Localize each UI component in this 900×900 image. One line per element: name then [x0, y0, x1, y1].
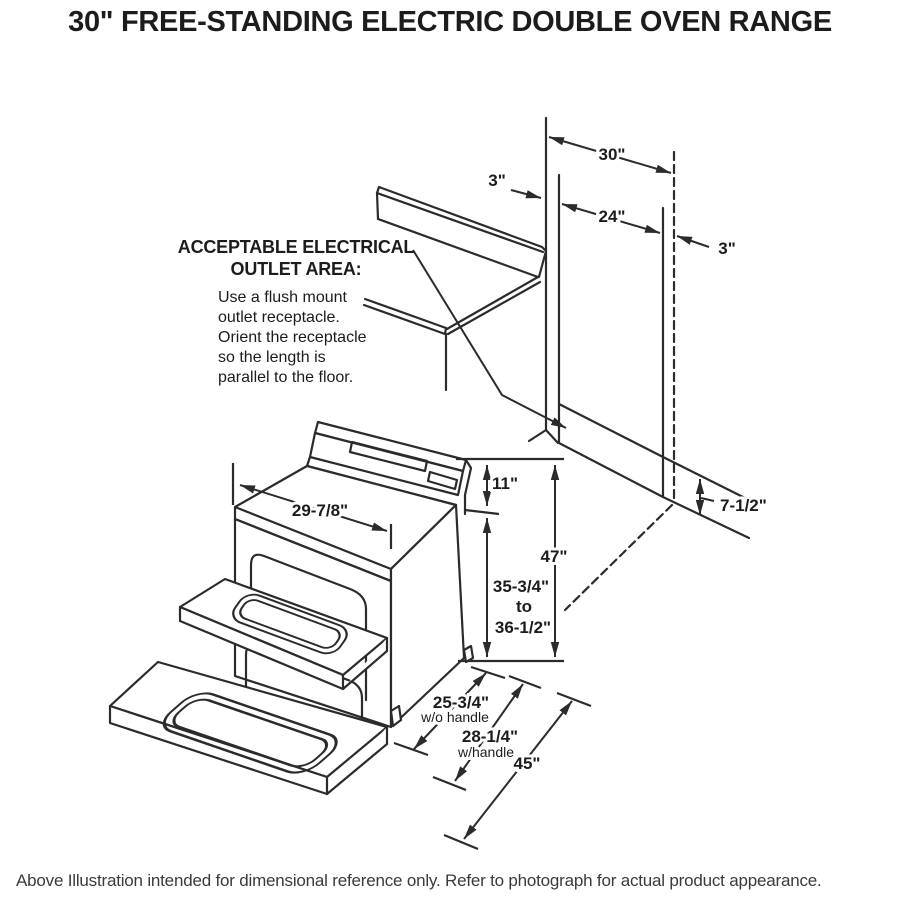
- dim-line-right-clearance: [677, 236, 709, 247]
- wall-floor-corner: [529, 430, 558, 443]
- tick-depth1-top: [471, 667, 505, 678]
- electrical-outlet-note: [168, 236, 424, 388]
- dim-label-backsplash-height: 11": [491, 474, 519, 493]
- dim-label-cooktop-height-joiner: to: [515, 597, 533, 616]
- note-body-line1: Use a flush mount: [218, 289, 347, 306]
- dim-label-outlet-height: 7-1/2": [720, 496, 767, 515]
- note-heading-line2: OUTLET AREA:: [230, 259, 362, 279]
- tick-depth1-bottom: [394, 743, 428, 755]
- floor-projection-dashed: [565, 505, 672, 610]
- outlet-area-shading: [559, 404, 663, 497]
- page-title: 30" FREE-STANDING ELECTRIC DOUBLE OVEN RANGE: [68, 6, 832, 38]
- counter-right-edge-lower: [448, 282, 540, 334]
- dim-label-range-width: 29-7/8": [291, 501, 349, 520]
- dim-label-outlet-width: 24": [598, 207, 626, 226]
- backsplash-right-cap: [465, 460, 471, 514]
- note-heading-line1: ACCEPTABLE ELECTRICAL: [177, 237, 415, 257]
- range-back-foot: [464, 646, 473, 662]
- dim-note-depth-with-handle: w/handle: [457, 744, 515, 760]
- dim-line-left-clearance: [511, 190, 541, 198]
- counter-right-edge: [447, 277, 538, 329]
- dim-label-overall-height: 47": [540, 547, 568, 566]
- dim-label-depth-door-open: 45": [513, 754, 541, 773]
- tick-depth2-bottom: [433, 777, 466, 790]
- dim-connector-outlet-height: [701, 498, 714, 501]
- tick-depth3-top: [557, 693, 591, 706]
- note-body-line2: outlet receptacle.: [218, 309, 340, 326]
- dim-label-depth-no-handle: 25-3/4": [432, 693, 490, 712]
- counter-backsplash-left-cap: [377, 187, 379, 219]
- note-body-line5: parallel to the floor.: [218, 369, 354, 386]
- dim-label-left-clearance: 3": [488, 171, 506, 190]
- dim-label-cooktop-height-max: 36-1/2": [494, 618, 552, 637]
- dim-label-cooktop-height-min: 35-3/4": [492, 577, 550, 596]
- tick-depth3-bottom: [444, 835, 478, 849]
- wall-section: [529, 118, 749, 610]
- dim-label-opening-width: 30": [598, 145, 626, 164]
- tick-depth2-top: [509, 676, 541, 688]
- ref-tick-cooktop-level: [465, 510, 499, 514]
- dim-label-right-clearance: 3": [718, 239, 736, 258]
- outlet-leader-arrow: [413, 250, 566, 428]
- note-body-line4: so the length is: [218, 349, 326, 366]
- range-drawing: [110, 422, 473, 794]
- disclaimer-text: Above Illustration intended for dimensional reference only. Refer to photograph for actual product appearance.: [16, 871, 822, 890]
- note-body-line3: Orient the receptacle: [218, 329, 367, 346]
- range-front-foot: [391, 706, 401, 726]
- outlet-top-extension: [663, 457, 749, 500]
- dim-note-depth-no-handle: w/o handle: [421, 709, 489, 725]
- dim-label-depth-with-handle: 28-1/4": [461, 727, 519, 746]
